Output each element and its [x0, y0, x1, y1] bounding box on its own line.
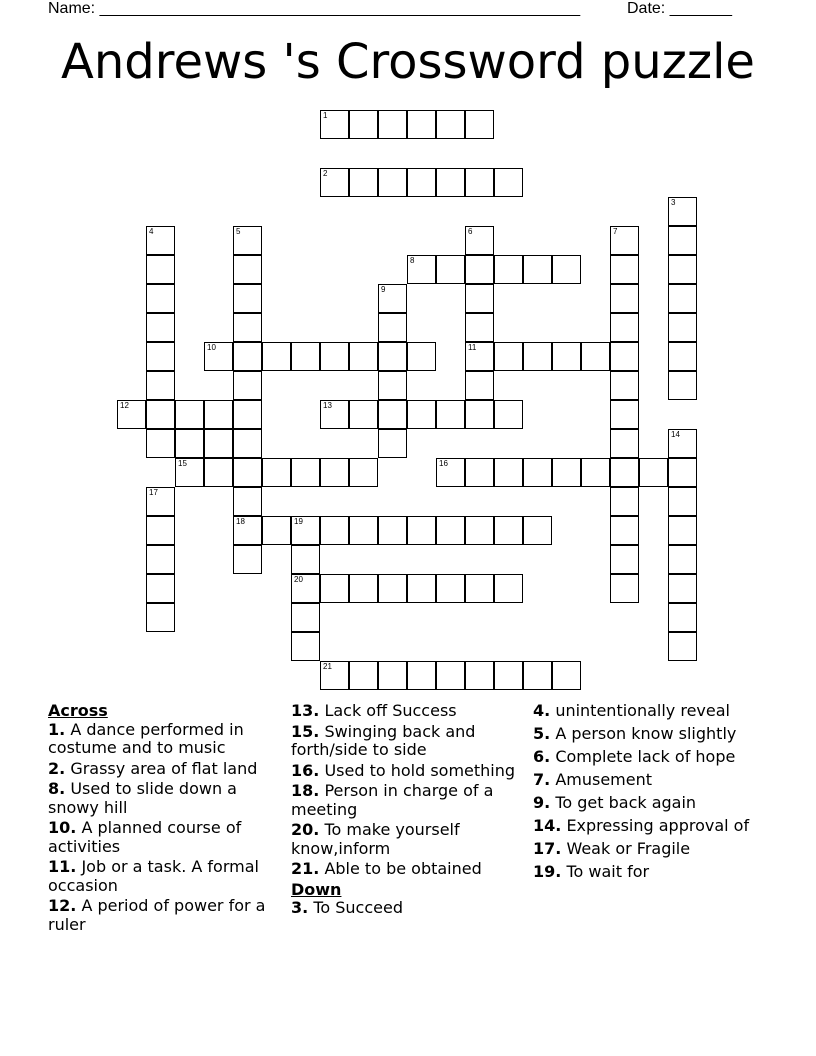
grid-cell[interactable]: [349, 516, 378, 545]
clue-text: A period of power for a ruler: [48, 896, 266, 934]
grid-cell[interactable]: [146, 545, 175, 574]
grid-cell[interactable]: [465, 574, 494, 603]
clue-text: Person in charge of a meeting: [291, 781, 494, 819]
grid-cell[interactable]: [639, 458, 668, 487]
grid-cell[interactable]: [146, 226, 175, 255]
grid-cell[interactable]: [668, 226, 697, 255]
grid-cell[interactable]: [146, 313, 175, 342]
name-line: Name: ______________________________________________________: [48, 0, 581, 17]
grid-cell[interactable]: [146, 371, 175, 400]
cell-number: 18: [236, 517, 245, 526]
grid-cell[interactable]: [175, 458, 204, 487]
clue-text: Complete lack of hope: [555, 747, 736, 766]
clue-number: 6.: [533, 747, 551, 766]
grid-cell[interactable]: [465, 284, 494, 313]
grid-cell[interactable]: [320, 342, 349, 371]
across-heading: Across: [48, 701, 108, 720]
grid-cell[interactable]: [146, 400, 175, 429]
cell-number: 4: [149, 227, 154, 236]
grid-cell[interactable]: [465, 226, 494, 255]
grid-cell[interactable]: [378, 168, 407, 197]
clue-number: 17.: [533, 839, 562, 858]
clue-number: 19.: [533, 862, 562, 881]
grid-cell[interactable]: [465, 313, 494, 342]
grid-cell[interactable]: [378, 516, 407, 545]
grid-cell[interactable]: [494, 168, 523, 197]
grid-cell[interactable]: [436, 458, 465, 487]
grid-cell[interactable]: [610, 255, 639, 284]
clue-text: Swinging back and forth/side to side: [291, 721, 476, 759]
grid-cell[interactable]: [320, 574, 349, 603]
clue-number: 11.: [48, 857, 77, 876]
grid-cell[interactable]: [146, 516, 175, 545]
grid-cell[interactable]: [204, 400, 233, 429]
grid-cell[interactable]: [465, 661, 494, 690]
clue-across-2: [48, 760, 278, 779]
grid-cell[interactable]: [668, 284, 697, 313]
clue-number: 2.: [48, 758, 66, 778]
grid-cell[interactable]: [233, 342, 262, 371]
grid-cell[interactable]: [378, 110, 407, 139]
grid-cell[interactable]: [610, 516, 639, 545]
grid-cell[interactable]: [407, 516, 436, 545]
grid-cell[interactable]: [668, 197, 697, 226]
grid-cell[interactable]: [349, 661, 378, 690]
grid-cell[interactable]: [610, 342, 639, 371]
clue-column-3: [533, 702, 773, 886]
clue-text: To get back again: [555, 793, 697, 812]
grid-cell[interactable]: [117, 400, 146, 429]
grid-cell[interactable]: [407, 661, 436, 690]
clue-text: Used to slide down a snowy hill: [48, 779, 237, 817]
cell-number: 17: [149, 488, 158, 497]
grid-cell[interactable]: [523, 458, 552, 487]
clue-number: 5.: [533, 724, 551, 743]
grid-cell[interactable]: [378, 574, 407, 603]
clue-text: Weak or Fragile: [566, 839, 691, 858]
grid-cell[interactable]: [233, 371, 262, 400]
cell-number: 7: [613, 227, 618, 236]
grid-cell[interactable]: [233, 400, 262, 429]
grid-cell[interactable]: [465, 255, 494, 284]
grid-cell[interactable]: [436, 661, 465, 690]
cell-number: 3: [671, 198, 676, 207]
grid-cell[interactable]: [668, 342, 697, 371]
clue-down-3: [291, 899, 521, 918]
grid-cell[interactable]: [233, 284, 262, 313]
clue-number: 20.: [291, 820, 320, 839]
grid-cell[interactable]: [610, 371, 639, 400]
clue-column-2: [291, 702, 521, 920]
grid-cell[interactable]: [291, 632, 320, 661]
grid-cell[interactable]: [436, 110, 465, 139]
grid-cell[interactable]: [668, 487, 697, 516]
grid-cell[interactable]: [465, 458, 494, 487]
grid-cell[interactable]: [233, 255, 262, 284]
cell-number: 14: [671, 430, 680, 439]
grid-cell[interactable]: [552, 458, 581, 487]
grid-cell[interactable]: [552, 661, 581, 690]
clue-text: Amusement: [555, 770, 653, 789]
clue-text: A person know slightly: [555, 724, 737, 743]
grid-cell[interactable]: [262, 516, 291, 545]
grid-cell[interactable]: [610, 313, 639, 342]
grid-cell[interactable]: [552, 255, 581, 284]
clue-down-9: [533, 794, 773, 813]
clue-across-20: [291, 821, 521, 858]
clue-text: Expressing approval of: [566, 816, 750, 835]
grid-cell[interactable]: [668, 429, 697, 458]
grid-cell[interactable]: [146, 429, 175, 458]
clue-number: 13.: [291, 701, 320, 720]
clue-across-13: [291, 702, 521, 721]
grid-cell[interactable]: [407, 574, 436, 603]
grid-cell[interactable]: [523, 661, 552, 690]
grid-cell[interactable]: [349, 342, 378, 371]
grid-cell[interactable]: [291, 545, 320, 574]
grid-cell[interactable]: [233, 429, 262, 458]
grid-cell[interactable]: [465, 371, 494, 400]
clue-text: A dance performed in costume and to music: [48, 719, 244, 757]
grid-cell[interactable]: [320, 516, 349, 545]
clue-across-18: [291, 782, 521, 819]
grid-cell[interactable]: [175, 429, 204, 458]
cell-number: 6: [468, 227, 473, 236]
grid-cell[interactable]: [610, 487, 639, 516]
grid-cell[interactable]: [523, 516, 552, 545]
clue-down-14: [533, 817, 773, 836]
grid-cell[interactable]: [494, 255, 523, 284]
clue-text: Able to be obtained: [324, 859, 482, 878]
clue-number: 7.: [533, 770, 551, 789]
grid-cell[interactable]: [407, 110, 436, 139]
grid-cell[interactable]: [291, 516, 320, 545]
grid-cell[interactable]: [610, 284, 639, 313]
grid-cell[interactable]: [204, 429, 233, 458]
grid-cell[interactable]: [436, 516, 465, 545]
grid-cell[interactable]: [581, 458, 610, 487]
grid-cell[interactable]: [233, 313, 262, 342]
cell-number: 20: [294, 575, 303, 584]
grid-cell[interactable]: [668, 371, 697, 400]
cell-number: 16: [439, 459, 448, 468]
cell-number: 5: [236, 227, 241, 236]
grid-cell[interactable]: [320, 400, 349, 429]
grid-cell[interactable]: [523, 255, 552, 284]
grid-cell[interactable]: [610, 458, 639, 487]
grid-cell[interactable]: [233, 545, 262, 574]
grid-cell[interactable]: [320, 661, 349, 690]
clue-across-21: [291, 860, 521, 879]
grid-cell[interactable]: [668, 603, 697, 632]
grid-cell[interactable]: [146, 284, 175, 313]
clue-column-1: [48, 702, 278, 936]
clue-text: A planned course of activities: [48, 818, 242, 856]
clue-text: Grassy area of flat land: [70, 758, 258, 778]
cell-number: 21: [323, 662, 332, 671]
grid-cell[interactable]: [378, 313, 407, 342]
grid-cell[interactable]: [494, 516, 523, 545]
grid-cell[interactable]: [378, 429, 407, 458]
grid-cell[interactable]: [407, 400, 436, 429]
grid-cell[interactable]: [349, 168, 378, 197]
clue-across-8: [48, 780, 278, 817]
clue-across-10: [48, 819, 278, 856]
cell-number: 11: [468, 343, 477, 352]
clue-number: 18.: [291, 781, 320, 800]
clue-number: 1.: [48, 719, 66, 739]
grid-cell[interactable]: [233, 487, 262, 516]
clue-number: 21.: [291, 859, 320, 878]
grid-cell[interactable]: [668, 313, 697, 342]
grid-cell[interactable]: [378, 284, 407, 313]
grid-cell[interactable]: [262, 458, 291, 487]
grid-cell[interactable]: [146, 603, 175, 632]
grid-cell[interactable]: [668, 574, 697, 603]
clue-down-5: [533, 725, 773, 744]
cell-number: 19: [294, 517, 303, 526]
clue-down-4: [533, 702, 773, 721]
clue-number: 10.: [48, 818, 77, 837]
grid-cell[interactable]: [436, 400, 465, 429]
grid-cell[interactable]: [610, 545, 639, 574]
grid-cell[interactable]: [610, 574, 639, 603]
grid-cell[interactable]: [378, 371, 407, 400]
grid-cell[interactable]: [436, 574, 465, 603]
grid-cell[interactable]: [465, 110, 494, 139]
grid-cell[interactable]: [291, 342, 320, 371]
grid-cell[interactable]: [407, 342, 436, 371]
grid-cell[interactable]: [291, 574, 320, 603]
grid-cell[interactable]: [146, 574, 175, 603]
clue-text: To Succeed: [313, 898, 403, 917]
grid-cell[interactable]: [204, 458, 233, 487]
grid-cell[interactable]: [204, 342, 233, 371]
grid-cell[interactable]: [291, 603, 320, 632]
grid-cell[interactable]: [610, 226, 639, 255]
grid-cell[interactable]: [146, 487, 175, 516]
clue-number: 3.: [291, 898, 309, 917]
grid-cell[interactable]: [494, 400, 523, 429]
clue-across-11: [48, 858, 278, 895]
grid-cell[interactable]: [146, 342, 175, 371]
grid-cell[interactable]: [610, 429, 639, 458]
clue-number: 16.: [291, 760, 320, 780]
grid-cell[interactable]: [233, 458, 262, 487]
clue-across-1: [48, 721, 278, 758]
cell-number: 13: [323, 401, 332, 410]
cell-number: 1: [323, 111, 328, 120]
grid-cell[interactable]: [349, 400, 378, 429]
grid-cell[interactable]: [465, 342, 494, 371]
cell-number: 10: [207, 343, 216, 352]
grid-cell[interactable]: [407, 168, 436, 197]
grid-cell[interactable]: [668, 458, 697, 487]
grid-cell[interactable]: [465, 168, 494, 197]
clue-down-19: [533, 863, 773, 882]
clue-text: Job or a task. A formal occasion: [48, 857, 259, 895]
grid-cell[interactable]: [175, 400, 204, 429]
grid-cell[interactable]: [320, 110, 349, 139]
clue-number: 12.: [48, 896, 77, 915]
grid-cell[interactable]: [523, 342, 552, 371]
grid-cell[interactable]: [320, 168, 349, 197]
clue-number: 8.: [48, 779, 66, 798]
clue-number: 4.: [533, 701, 551, 720]
grid-cell[interactable]: [668, 255, 697, 284]
grid-cell[interactable]: [436, 255, 465, 284]
grid-cell[interactable]: [465, 516, 494, 545]
down-heading: Down: [291, 879, 342, 899]
grid-cell[interactable]: [668, 516, 697, 545]
grid-cell[interactable]: [436, 168, 465, 197]
grid-cell[interactable]: [407, 255, 436, 284]
clue-across-12: [48, 897, 278, 934]
clue-text: To make yourself know,inform: [291, 820, 460, 858]
grid-cell[interactable]: [233, 516, 262, 545]
grid-cell[interactable]: [668, 632, 697, 661]
grid-cell[interactable]: [552, 342, 581, 371]
cell-number: 12: [120, 401, 129, 410]
grid-cell[interactable]: [494, 458, 523, 487]
clue-down-17: [533, 840, 773, 859]
clue-across-16: [291, 762, 521, 781]
grid-cell[interactable]: [668, 545, 697, 574]
clue-number: 9.: [533, 793, 551, 812]
cell-number: 2: [323, 169, 328, 178]
cell-number: 8: [410, 256, 415, 265]
clue-number: 15.: [291, 721, 320, 741]
cell-number: 9: [381, 285, 386, 294]
grid-cell[interactable]: [349, 574, 378, 603]
grid-cell[interactable]: [378, 400, 407, 429]
grid-cell[interactable]: [262, 342, 291, 371]
grid-cell[interactable]: [378, 342, 407, 371]
grid-cell[interactable]: [349, 110, 378, 139]
grid-cell[interactable]: [581, 342, 610, 371]
clue-text: Lack off Success: [324, 701, 457, 720]
grid-cell[interactable]: [146, 255, 175, 284]
grid-cell[interactable]: [465, 400, 494, 429]
grid-cell[interactable]: [233, 226, 262, 255]
grid-cell[interactable]: [494, 574, 523, 603]
grid-cell[interactable]: [610, 400, 639, 429]
grid-cell[interactable]: [320, 458, 349, 487]
clue-text: unintentionally reveal: [555, 701, 730, 720]
clue-text: To wait for: [566, 862, 650, 881]
clue-number: 14.: [533, 816, 562, 835]
grid-cell[interactable]: [494, 342, 523, 371]
clue-across-15: [291, 723, 521, 760]
puzzle-title: Andrews 's Crossword puzzle: [61, 34, 755, 90]
cell-number: 15: [178, 459, 187, 468]
grid-cell[interactable]: [291, 458, 320, 487]
grid-cell[interactable]: [349, 458, 378, 487]
clue-down-7: [533, 771, 773, 790]
date-line: Date: _______: [627, 0, 732, 17]
grid-cell[interactable]: [378, 661, 407, 690]
clue-down-6: [533, 748, 773, 767]
clue-text: Used to hold something: [324, 760, 516, 780]
grid-cell[interactable]: [494, 661, 523, 690]
